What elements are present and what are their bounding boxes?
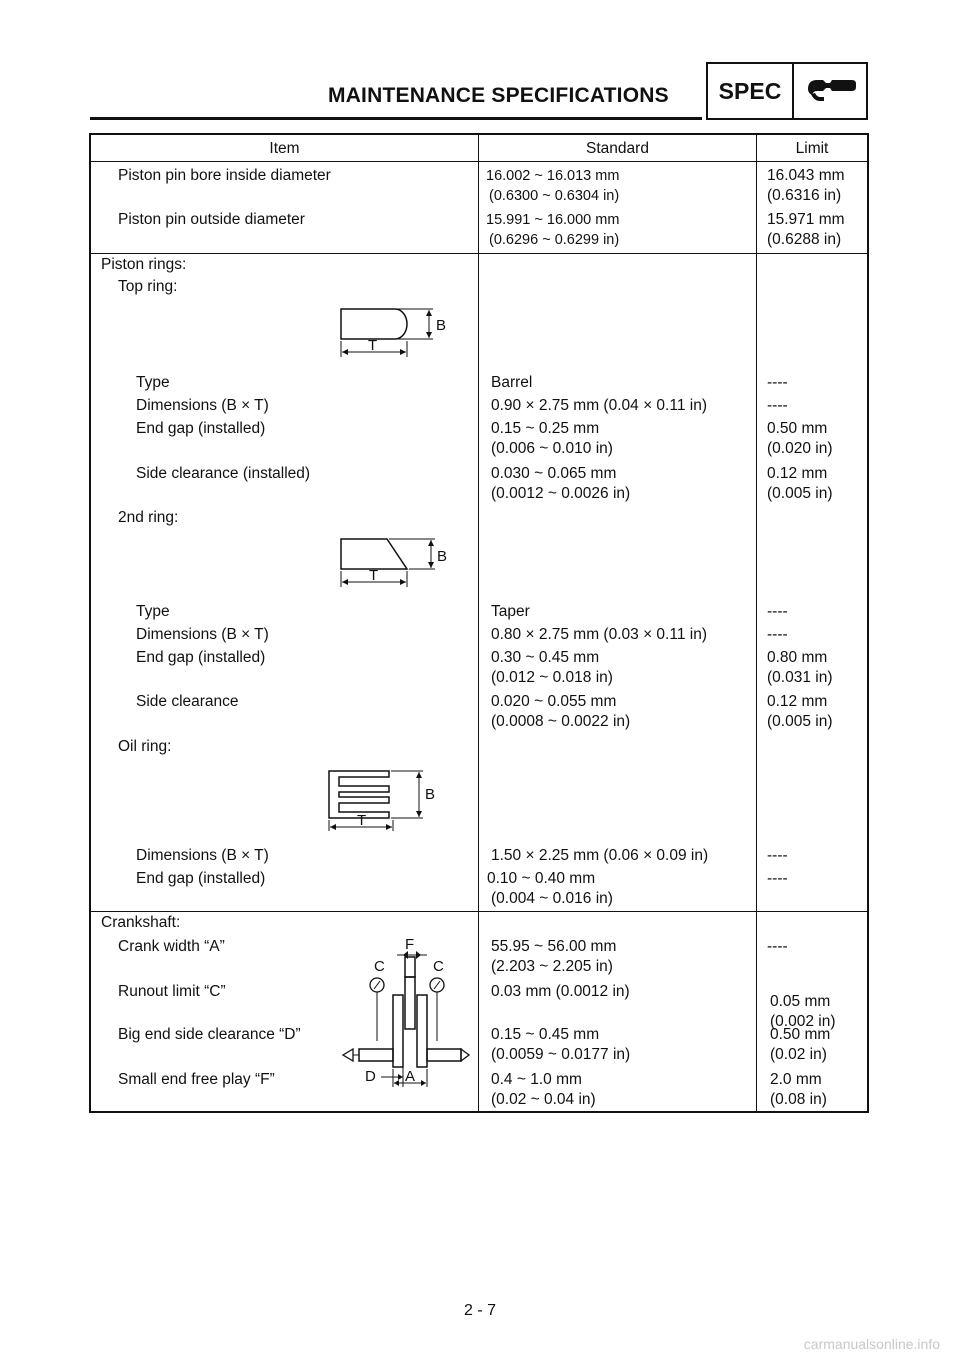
- second-ring-heading: 2nd ring:: [118, 509, 179, 526]
- second-gap-limit-in: (0.031 in): [767, 669, 833, 686]
- oil-gap-limit: ----: [767, 870, 788, 887]
- top-ring-heading: Top ring:: [118, 278, 178, 295]
- second-gap-mm: 0.30 ~ 0.45 mm: [491, 649, 600, 666]
- bore-limit-mm: 16.043 mm: [767, 167, 845, 184]
- second-dim-value: 0.80 × 2.75 mm (0.03 × 0.11 in): [491, 626, 707, 643]
- dim-label-t: T: [357, 812, 367, 829]
- dim-label-c: C: [433, 958, 444, 975]
- wrench-icon-box: [792, 62, 868, 120]
- oil-dim-label: Dimensions (B × T): [136, 847, 269, 864]
- oil-gap-mm: 0.10 ~ 0.40 mm: [487, 870, 596, 887]
- second-dim-limit: ----: [767, 626, 788, 643]
- top-gap-in: (0.006 ~ 0.010 in): [491, 440, 613, 457]
- top-side-label: Side clearance (installed): [136, 465, 311, 482]
- row-divider: [91, 253, 867, 254]
- second-side-limit-mm: 0.12 mm: [767, 693, 828, 710]
- dim-label-d: D: [365, 1068, 376, 1085]
- top-side-limit-mm: 0.12 mm: [767, 465, 828, 482]
- dim-label-b: B: [425, 786, 436, 803]
- second-gap-in: (0.012 ~ 0.018 in): [491, 669, 613, 686]
- page-number: 2 - 7: [463, 1302, 496, 1319]
- column-header-standard: Standard: [586, 140, 649, 157]
- big-end-label: Big end side clearance “D”: [118, 1026, 301, 1043]
- top-gap-mm: 0.15 ~ 0.25 mm: [491, 420, 600, 437]
- oil-ring-diagram: [319, 761, 459, 831]
- pin-label: Piston pin outside diameter: [118, 211, 305, 228]
- spec-badge-label: SPEC: [718, 77, 782, 104]
- top-type-limit: ----: [767, 374, 788, 391]
- small-end-limit-mm: 2.0 mm: [770, 1071, 822, 1088]
- crank-width-label: Crank width “A”: [118, 938, 225, 955]
- row-divider: [91, 911, 867, 912]
- second-type-value: Taper: [491, 603, 530, 620]
- crank-width-in: (2.203 ~ 2.205 in): [491, 958, 613, 975]
- small-end-in: (0.02 ~ 0.04 in): [491, 1091, 596, 1108]
- pin-limit-mm: 15.971 mm: [767, 211, 845, 228]
- small-end-limit-in: (0.08 in): [770, 1091, 827, 1108]
- second-gap-limit-mm: 0.80 mm: [767, 649, 828, 666]
- column-divider: [478, 135, 479, 1111]
- oil-dim-value: 1.50 × 2.25 mm (0.06 × 0.09 in): [491, 847, 709, 864]
- pin-standard-mm: 15.991 ~ 16.000 mm: [486, 212, 620, 228]
- column-divider: [756, 135, 757, 1111]
- column-header-item: Item: [269, 140, 300, 157]
- big-end-in: (0.0059 ~ 0.0177 in): [491, 1046, 631, 1063]
- top-type-value: Barrel: [491, 374, 533, 391]
- second-ring-diagram: [331, 531, 461, 589]
- oil-ring-heading: Oil ring:: [118, 738, 172, 755]
- top-ring-diagram: [331, 301, 461, 359]
- small-end-label: Small end free play “F”: [118, 1071, 275, 1088]
- top-side-mm: 0.030 ~ 0.065 mm: [491, 465, 617, 482]
- spec-badge: [706, 62, 794, 120]
- big-end-limit-mm: 0.50 mm: [770, 1026, 831, 1043]
- big-end-limit-in: (0.02 in): [770, 1046, 827, 1063]
- top-dim-limit: ----: [767, 397, 788, 414]
- top-type-label: Type: [136, 374, 170, 391]
- second-type-limit: ----: [767, 603, 788, 620]
- wrench-icon: [794, 64, 866, 118]
- rings-heading: Piston rings:: [101, 256, 187, 273]
- second-side-limit-in: (0.005 in): [767, 713, 833, 730]
- top-dim-value: 0.90 × 2.75 mm (0.04 × 0.11 in): [491, 397, 707, 414]
- page-title: MAINTENANCE SPECIFICATIONS: [328, 84, 669, 107]
- oil-gap-label: End gap (installed): [136, 870, 266, 887]
- crank-width-limit: ----: [767, 938, 788, 955]
- pin-standard-in: (0.6296 ~ 0.6299 in): [489, 232, 620, 248]
- runout-limit-mm: 0.05 mm: [770, 993, 831, 1010]
- bore-standard-mm: 16.002 ~ 16.013 mm: [486, 168, 620, 184]
- second-side-label: Side clearance: [136, 693, 239, 710]
- big-end-mm: 0.15 ~ 0.45 mm: [491, 1026, 600, 1043]
- dim-label-f: F: [405, 936, 415, 953]
- pin-limit-in: (0.6288 in): [767, 231, 842, 248]
- top-gap-label: End gap (installed): [136, 420, 266, 437]
- second-side-mm: 0.020 ~ 0.055 mm: [491, 693, 617, 710]
- runout-value: 0.03 mm (0.0012 in): [491, 983, 630, 1000]
- crankshaft-heading: Crankshaft:: [101, 914, 181, 931]
- oil-gap-in: (0.004 ~ 0.016 in): [491, 890, 613, 907]
- top-side-in: (0.0012 ~ 0.0026 in): [491, 485, 631, 502]
- runout-limit-in: (0.002 in): [770, 1013, 836, 1030]
- spec-table: [89, 133, 869, 1113]
- column-header-limit: Limit: [795, 140, 829, 157]
- second-dim-label: Dimensions (B × T): [136, 626, 269, 643]
- bore-label: Piston pin bore inside diameter: [118, 167, 331, 184]
- header-divider: [91, 161, 867, 162]
- crankshaft-diagram: [341, 933, 471, 1087]
- top-gap-limit-mm: 0.50 mm: [767, 420, 828, 437]
- dim-label-b: B: [436, 317, 447, 334]
- crank-width-mm: 55.95 ~ 56.00 mm: [491, 938, 617, 955]
- top-side-limit-in: (0.005 in): [767, 485, 833, 502]
- watermark: carmanualsonline.info: [803, 1336, 940, 1352]
- title-rule: [90, 117, 702, 120]
- dim-label-c: C: [374, 958, 385, 975]
- second-side-in: (0.0008 ~ 0.0022 in): [491, 713, 631, 730]
- small-end-mm: 0.4 ~ 1.0 mm: [491, 1071, 582, 1088]
- bore-standard-in: (0.6300 ~ 0.6304 in): [489, 188, 620, 204]
- dim-label-b: B: [437, 548, 448, 565]
- dim-label-a: A: [405, 1068, 416, 1085]
- runout-label: Runout limit “C”: [118, 983, 226, 1000]
- bore-limit-in: (0.6316 in): [767, 187, 842, 204]
- second-gap-label: End gap (installed): [136, 649, 266, 666]
- dim-label-t: T: [368, 337, 378, 354]
- top-dim-label: Dimensions (B × T): [136, 397, 269, 414]
- dim-label-t: T: [369, 567, 379, 584]
- second-type-label: Type: [136, 603, 170, 620]
- top-gap-limit-in: (0.020 in): [767, 440, 833, 457]
- oil-dim-limit: ----: [767, 847, 788, 864]
